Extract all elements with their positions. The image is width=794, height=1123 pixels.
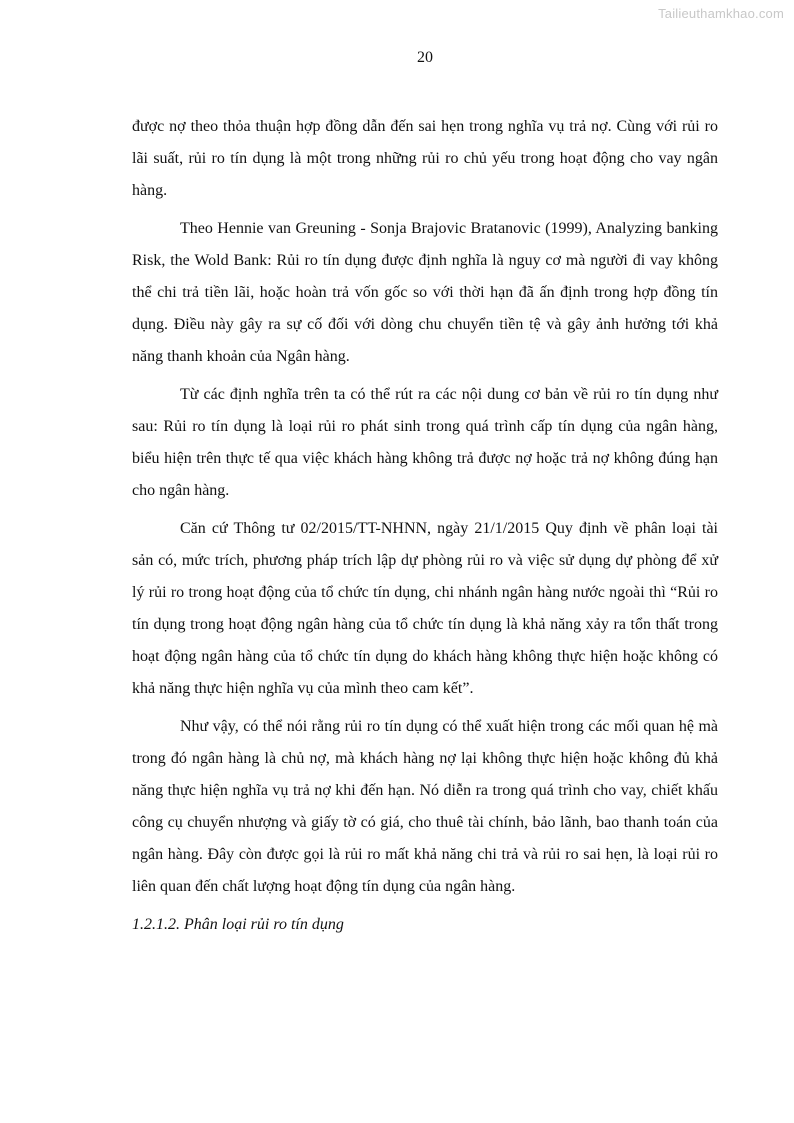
page-number: 20 <box>417 49 433 66</box>
paragraph-circular-02-2015: Căn cứ Thông tư 02/2015/TT-NHNN, ngày 21/1/2015 Quy định về phân loại tài sản có, mức trích, phương pháp trích lập dự phòng rủi ro và việc sử dụng dự phòng để xử lý rủi ro trong hoạt động của tổ chức tín dụng, chi nhánh ngân hàng nước ngoài thì “Rủi ro tín dụng trong hoạt động ngân hàng của tổ chức tín dụng là khả năng xảy ra tổn thất trong hoạt động ngân hàng của tổ chức tín dụng do khách hàng không thực hiện hoặc không có khả năng thực hiện nghĩa vụ của mình theo cam kết”. <box>132 520 718 697</box>
section-heading: 1.2.1.2. Phân loại rủi ro tín dụng <box>132 916 344 933</box>
watermark: Tailieuthamkhao.com <box>658 6 784 21</box>
paragraph-definition-greuning: Theo Hennie van Greuning - Sonja Brajovic Bratanovic (1999), Analyzing banking Risk, the Wold Bank: Rủi ro tín dụng được định nghĩa là nguy cơ mà người đi vay không thể chi trả tiền lãi, hoặc hoàn trả vốn gốc so với thời hạn đã ấn định trong hợp đồng tín dụng. Điều này gây ra sự cố đối với dòng chu chuyển tiền tệ và gây ảnh hưởng tới khả năng thanh khoản của Ngân hàng. <box>132 220 718 365</box>
paragraph-conclusion: Như vậy, có thể nói rằng rủi ro tín dụng có thể xuất hiện trong các mối quan hệ mà trong đó ngân hàng là chủ nợ, mà khách hàng nợ lại không thực hiện hoặc không đủ khả năng thực hiện nghĩa vụ trả nợ khi đến hạn. Nó diễn ra trong quá trình cho vay, chiết khấu công cụ chuyển nhượng và giấy tờ có giá, cho thuê tài chính, bảo lãnh, bao thanh toán của ngân hàng. Đây còn được gọi là rủi ro mất khả năng chi trả và rủi ro sai hẹn, là loại rủi ro liên quan đến chất lượng hoạt động tín dụng của ngân hàng. <box>132 718 718 895</box>
paragraph-summary-content: Từ các định nghĩa trên ta có thể rút ra các nội dung cơ bản về rủi ro tín dụng như sau: Rủi ro tín dụng là loại rủi ro phát sinh trong quá trình cấp tín dụng của ngân hàng, biểu hiện trên thực tế qua việc khách hàng không trả được nợ hoặc trả nợ không đúng hạn cho ngân hàng. <box>132 386 718 499</box>
paragraph-continuation: được nợ theo thỏa thuận hợp đồng dẫn đến sai hẹn trong nghĩa vụ trả nợ. Cùng với rủi ro lãi suất, rủi ro tín dụng là một trong những rủi ro chủ yếu trong hoạt động cho vay ngân hàng. <box>132 118 718 199</box>
document-body <box>132 111 718 941</box>
